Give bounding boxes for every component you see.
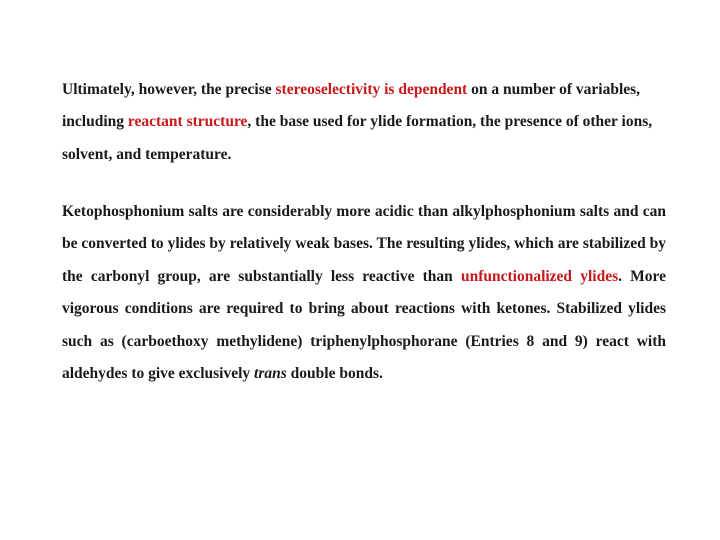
text-segment: . More vigorous conditions are required to bring about reactions with ketones. Stabilized ylides such as (carboethoxy methylidene) triphenylphosphorane (Entries 8 and 9) react with aldehydes to give exclusively	[62, 267, 666, 383]
text-segment: , the base used for ylide formation, the presence of other ions, solvent, and temperature.	[62, 113, 653, 163]
italic-trans: trans	[254, 365, 287, 383]
highlight-unfunctionalized-ylides: unfunctionalized ylides	[460, 267, 619, 285]
text-segment: on a number of variables, including	[62, 81, 641, 131]
text-segment: Ultimately, however, the precise	[62, 81, 276, 98]
text-segment: Ketophosphonium salts are considerably more acidic than alkylphosphonium salts and can be converted to ylides by relatively weak bases. The resulting ylides, which are stabilized by the carbonyl group, are substantially less reactive than	[62, 203, 666, 285]
paragraph-stereoselectivity	[62, 74, 666, 171]
paragraph-ketophosphonium	[62, 196, 666, 390]
highlight-reactant-structure: reactant structure	[127, 113, 248, 131]
text-segment: double bonds.	[286, 365, 383, 383]
highlight-stereoselectivity: stereoselectivity is dependent	[275, 81, 468, 98]
